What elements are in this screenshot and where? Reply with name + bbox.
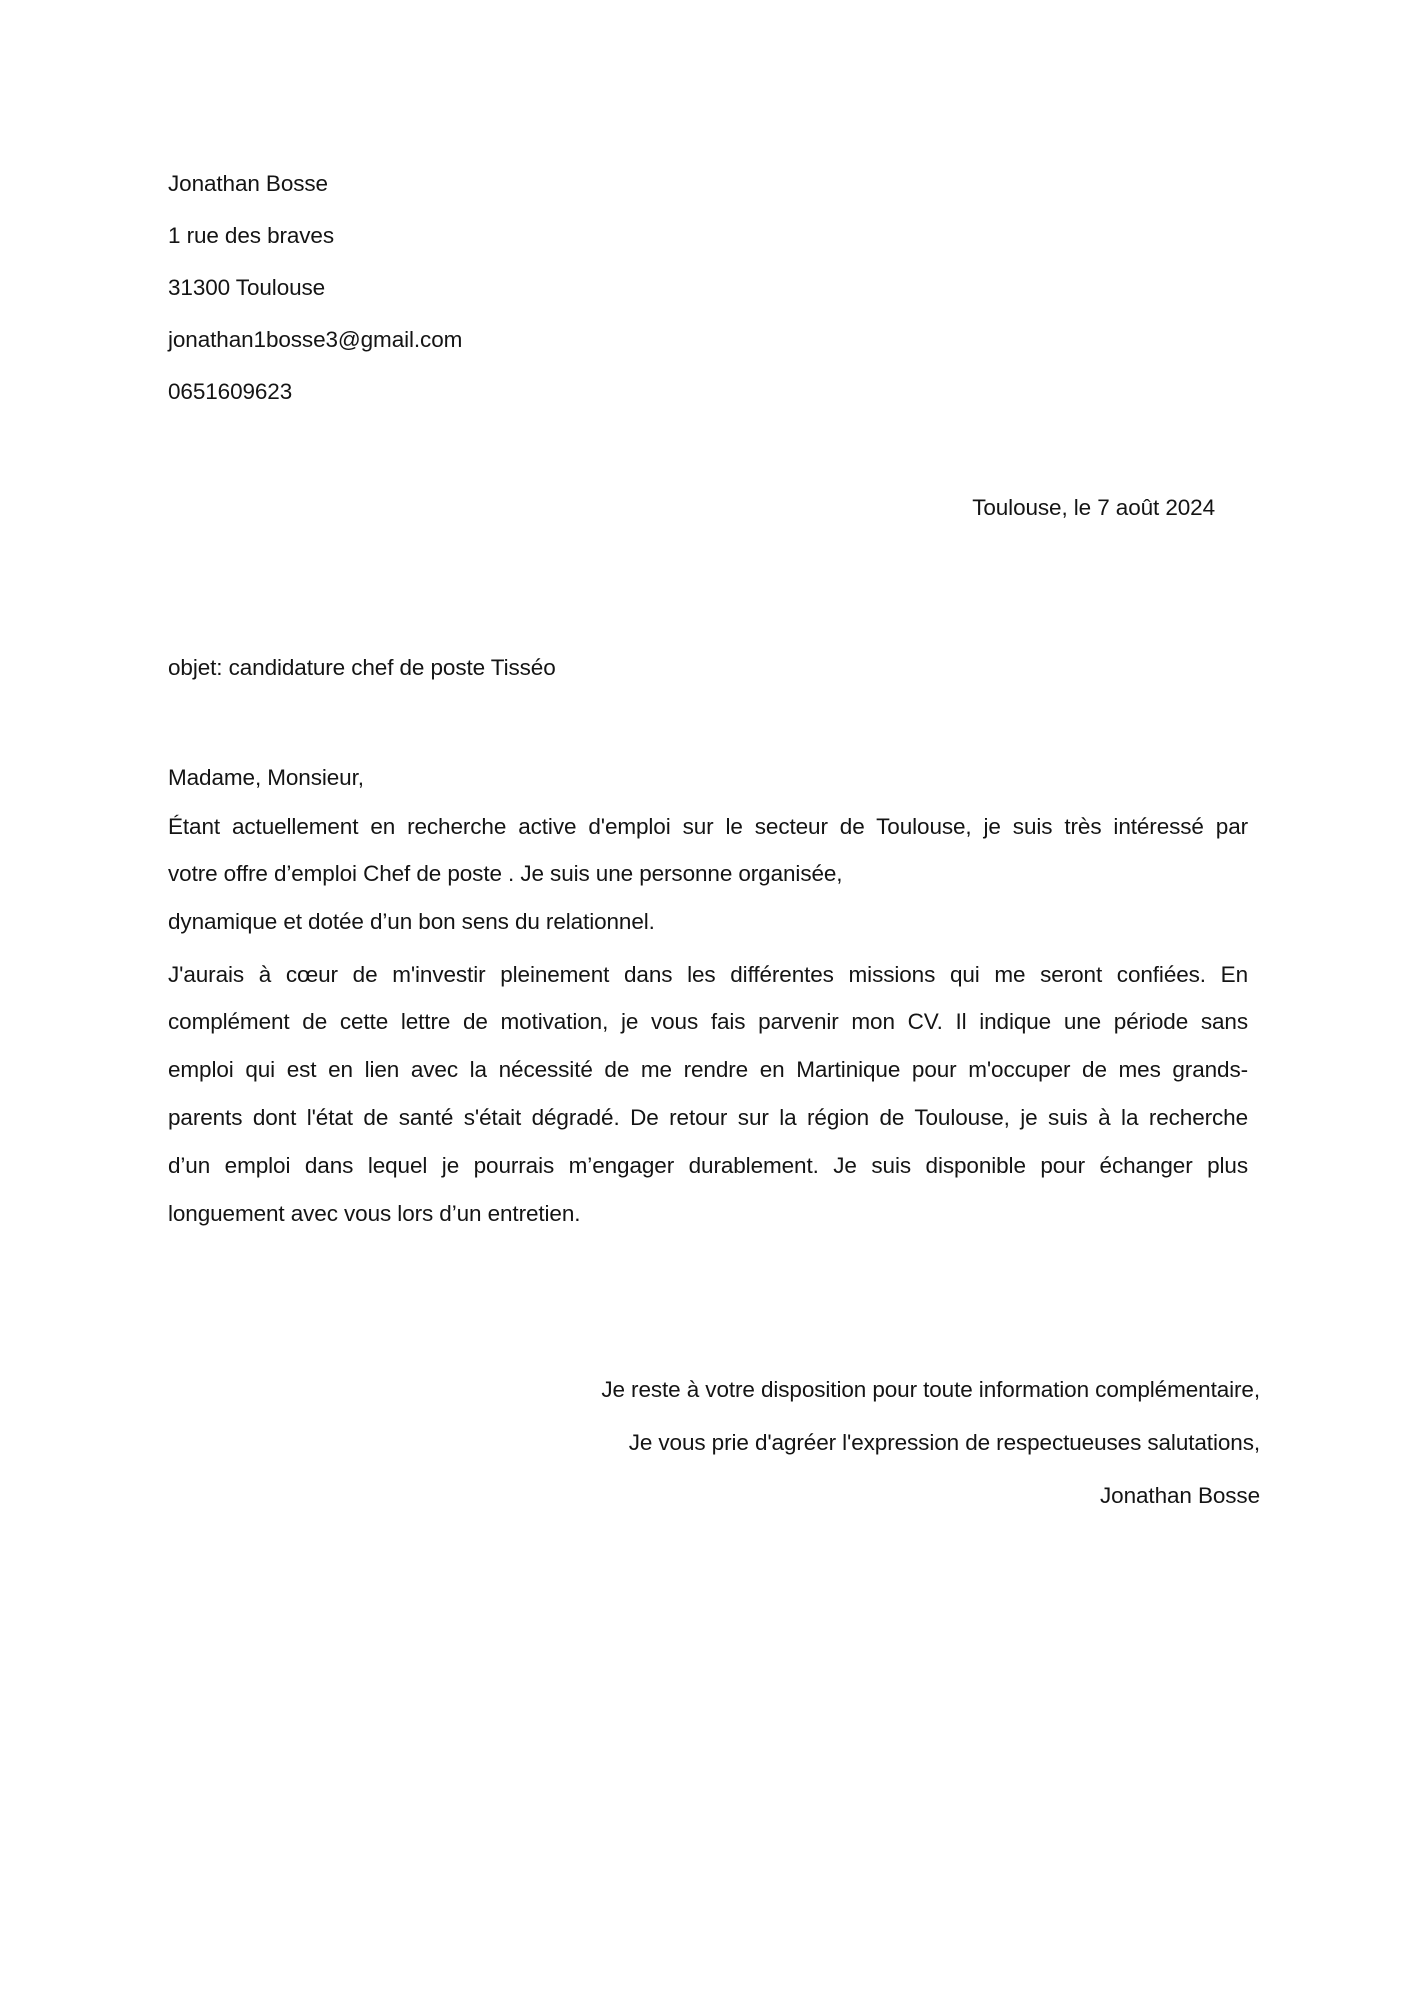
paragraph-line: parents dont l'état de santé s'était dégradé. De retour sur la région de Toulouse, je suis à la recherche [168, 1105, 1248, 1130]
closing-line-2: Je vous prie d'agréer l'expression de respectueuses salutations, [628, 1430, 1260, 1455]
paragraph-line: complément de cette lettre de motivation, je vous fais parvenir mon CV. Il indique une période sans [168, 1009, 1248, 1034]
sender-name: Jonathan Bosse [168, 171, 328, 196]
paragraph-line: d’un emploi dans lequel je pourrais m’engager durablement. Je suis disponible pour échanger plus [168, 1153, 1248, 1178]
paragraph-line: J'aurais à cœur de m'investir pleinement dans les différentes missions qui me seront confiées. En [168, 962, 1248, 987]
salutation: Madame, Monsieur, [168, 765, 364, 790]
paragraph-line: votre offre d’emploi Chef de poste . Je suis une personne organisée, [168, 861, 843, 886]
sender-phone: 0651609623 [168, 379, 293, 404]
paragraph-line: Étant actuellement en recherche active d'emploi sur le secteur de Toulouse, je suis très intéressé par [168, 814, 1248, 839]
closing-line-1: Je reste à votre disposition pour toute information complémentaire, [601, 1377, 1260, 1402]
subject-line: objet: candidature chef de poste Tisséo [168, 655, 556, 680]
paragraph-line: dynamique et dotée d’un bon sens du relationnel. [168, 909, 655, 934]
signature: Jonathan Bosse [1100, 1483, 1260, 1508]
paragraph-line: longuement avec vous lors d’un entretien. [168, 1201, 581, 1226]
sender-email: jonathan1bosse3@gmail.com [168, 327, 463, 352]
date-line: Toulouse, le 7 août 2024 [972, 495, 1215, 520]
sender-city: 31300 Toulouse [168, 275, 326, 300]
paragraph-line: emploi qui est en lien avec la nécessité de me rendre en Martinique pour m'occuper de mes grands- [168, 1057, 1248, 1082]
sender-street: 1 rue des braves [168, 223, 334, 248]
